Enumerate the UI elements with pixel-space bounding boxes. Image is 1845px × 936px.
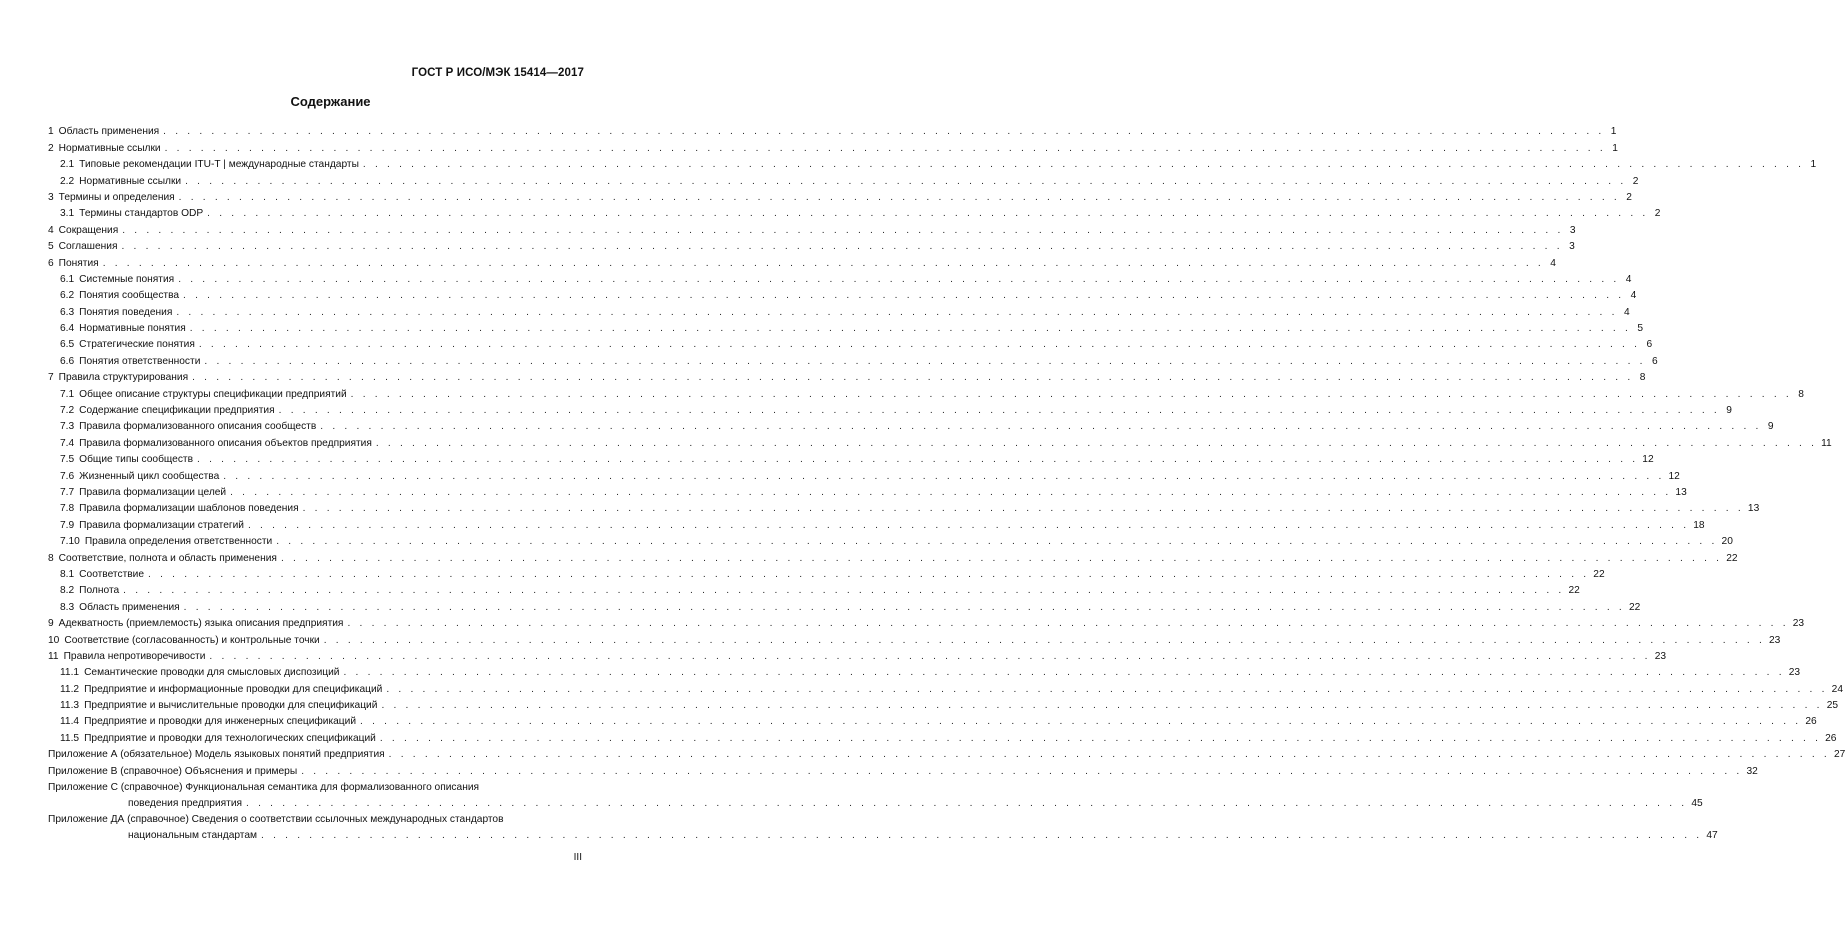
toc-entry-number: 7.1 <box>60 388 75 400</box>
toc-entry-title: Содержание спецификации предприятия <box>79 405 275 417</box>
toc-entry[interactable] <box>48 368 1646 384</box>
toc-entry-page: 27 <box>1833 749 1845 761</box>
dot-leader: . . . . . . . . . . . . . . . . . . . . . . . . . . . . . . . . . . . . . . . . . . . . . . . . . . . . . . . . . . . . . . . . . . . . . . . . . . . . . . . . . . . . . . . . . . . . . . . . . . . . . . . . . . . . . . . . . . . . . . . . <box>276 536 1718 548</box>
toc-entry-title: Предприятие и проводки для технологических спецификаций <box>84 732 376 744</box>
toc-entry-page: 13 <box>1747 503 1760 515</box>
toc-entry[interactable] <box>48 401 1732 417</box>
dot-leader: . . . . . . . . . . . . . . . . . . . . . . . . . . . . . . . . . . . . . . . . . . . . . . . . . . . . . . . . . . . . . . . . . . . . . . . . . . . . . . . . . . . . . . . . . . . . . . . . . . . . . . . . . . . . . . . . . . . . . . . . <box>301 765 1743 777</box>
toc-entry[interactable] <box>48 237 1575 253</box>
toc-entry-number: 7.9 <box>60 519 75 531</box>
dot-leader: . . . . . . . . . . . . . . . . . . . . . . . . . . . . . . . . . . . . . . . . . . . . . . . . . . . . . . . . . . . . . . . . . . . . . . . . . . . . . . . . . . . . . . . . . . . . . . . . . . . . . . . . . . . . . . . . . . . . . . . . <box>280 552 1723 564</box>
toc-entry-page: 4 <box>1630 290 1637 302</box>
toc-entry-number: 6.3 <box>60 306 75 318</box>
toc-entry[interactable] <box>48 270 1632 286</box>
toc-entry-title: Область применения <box>79 601 180 613</box>
toc-entry-title: Правила формализации стратегий <box>79 519 244 531</box>
toc-entry-page: 22 <box>1593 568 1605 580</box>
toc-entry-page: 26 <box>1825 732 1837 744</box>
toc-entry-title: Предприятие и вычислительные проводки для спецификаций <box>84 700 378 712</box>
toc-entry-number: 3 <box>48 191 54 203</box>
dot-leader: . . . . . . . . . . . . . . . . . . . . . . . . . . . . . . . . . . . . . . . . . . . . . . . . . . . . . . . . . . . . . . . . . . . . . . . . . . . . . . . . . . . . . . . . . . . . . . . . . . . . . . . . . . . . . . . . . . . . . . . . <box>204 355 1646 367</box>
toc-entry-title: Термины стандартов ODP <box>79 208 204 220</box>
toc-entry-page: 18 <box>1693 519 1705 531</box>
toc-entry-number: 11.1 <box>60 667 80 679</box>
toc-entry-page: 1 <box>1610 126 1617 138</box>
dot-leader: . . . . . . . . . . . . . . . . . . . . . . . . . . . . . . . . . . . . . . . . . . . . . . . . . . . . . . . . . . . . . . . . . . . . . . . . . . . . . . . . . . . . . . . . . . . . . . . . . . . . . . . . . . . . . . . . . . . . . . . . <box>178 273 1620 285</box>
toc-entry[interactable] <box>48 532 1733 548</box>
dot-leader: . . . . . . . . . . . . . . . . . . . . . . . . . . . . . . . . . . . . . . . . . . . . . . . . . . . . . . . . . . . . . . . . . . . . . . . . . . . . . . . . . . . . . . . . . . . . . . . . . . . . . . . . . . . . . . . . . . . . . . . . <box>102 257 1544 269</box>
toc-entry-title: Стратегические понятия <box>79 339 195 351</box>
toc-entry[interactable] <box>48 138 1618 154</box>
toc-entry-number: 8 <box>48 552 54 564</box>
toc-entry-number: 7.2 <box>60 405 75 417</box>
toc-entry-number: 6.6 <box>60 355 75 367</box>
toc-entry-page: 23 <box>1769 634 1781 646</box>
toc-entry-number: 11 <box>48 650 59 662</box>
toc-entry-title: Правила формализованного описания объектов предприятия <box>79 437 372 449</box>
toc-annex-title-line1: Приложение ДА (справочное) Сведения о соответствии ссылочных международных стандартов <box>48 814 504 826</box>
toc-entry-page: 12 <box>1668 470 1680 482</box>
toc-entry-title: Нормативные ссылки <box>58 142 161 154</box>
toc-entry[interactable] <box>48 581 1580 597</box>
dot-leader: . . . . . . . . . . . . . . . . . . . . . . . . . . . . . . . . . . . . . . . . . . . . . . . . . . . . . . . . . . . . . . . . . . . . . . . . . . . . . . . . . . . . . . . . . . . . . . . . . . . . . . . . . . . . . . . . . . . . . . . . <box>123 585 1565 597</box>
toc-entry-page: 9 <box>1726 405 1732 417</box>
toc-entry[interactable] <box>48 171 1639 187</box>
toc-entry-number: 7.7 <box>60 486 75 498</box>
toc-entry-page: 8 <box>1798 388 1804 400</box>
dot-leader: . . . . . . . . . . . . . . . . . . . . . . . . . . . . . . . . . . . . . . . . . . . . . . . . . . . . . . . . . . . . . . . . . . . . . . . . . . . . . . . . . . . . . . . . . . . . . . . . . . . . . . . . . . . . . . . . . . . . . . . . <box>148 568 1590 580</box>
toc-entry-number: 7.5 <box>60 454 75 466</box>
toc-entry[interactable] <box>48 220 1576 236</box>
dot-leader: . . . . . . . . . . . . . . . . . . . . . . . . . . . . . . . . . . . . . . . . . . . . . . . . . . . . . . . . . . . . . . . . . . . . . . . . . . . . . . . . . . . . . . . . . . . . . . . . . . . . . . . . . . . . . . . . . . . . . . . . <box>178 191 1620 203</box>
toc-entry[interactable] <box>48 712 1817 728</box>
toc-entry[interactable] <box>48 351 1658 367</box>
toc-entry[interactable] <box>48 417 1774 433</box>
toc-entry[interactable] <box>48 647 1667 663</box>
dot-leader: . . . . . . . . . . . . . . . . . . . . . . . . . . . . . . . . . . . . . . . . . . . . . . . . . . . . . . . . . . . . . . . . . . . . . . . . . . . . . . . . . . . . . . . . . . . . . . . . . . . . . . . . . . . . . . . . . . . . . . . . <box>192 372 1634 384</box>
toc-entry-title: Адекватность (приемлемость) языка описания предприятия <box>58 618 344 630</box>
toc-entry[interactable] <box>48 515 1705 531</box>
toc-entry[interactable] <box>48 745 1845 761</box>
dot-leader: . . . . . . . . . . . . . . . . . . . . . . . . . . . . . . . . . . . . . . . . . . . . . . . . . . . . . . . . . . . . . . . . . . . . . . . . . . . . . . . . . . . . . . . . . . . . . . . . . . . . . . . . . . . . . . . . . . . . . . . . <box>230 486 1672 498</box>
dot-leader: . . . . . . . . . . . . . . . . . . . . . . . . . . . . . . . . . . . . . . . . . . . . . . . . . . . . . . . . . . . . . . . . . . . . . . . . . . . . . . . . . . . . . . . . . . . . . . . . . . . . . . . . . . . . . . . . . . . . . . . . <box>122 224 1564 236</box>
toc-entry-title: Правила формализованного описания сообществ <box>79 421 317 433</box>
toc-entry-page: 23 <box>1654 650 1667 662</box>
toc-entry-title: Соответствие <box>79 568 145 580</box>
toc-entry-page: 25 <box>1826 700 1839 712</box>
page-number: III <box>573 852 582 863</box>
toc-entry-page: 2 <box>1626 191 1632 203</box>
toc-entry-title: Правила непротиворечивости <box>63 650 206 662</box>
toc-entry-title: Жизненный цикл сообщества <box>79 470 220 482</box>
toc-entry[interactable] <box>48 499 1760 515</box>
toc-annex-page: 45 <box>1691 798 1703 810</box>
toc-entry[interactable] <box>48 614 1805 630</box>
toc-entry[interactable] <box>48 433 1832 449</box>
toc-entry[interactable] <box>48 483 1687 499</box>
toc-entry-title: Семантические проводки для смысловых диспозиций <box>84 667 340 679</box>
toc-entry-number: 6 <box>48 257 54 269</box>
toc-entry-page: 2 <box>1632 175 1639 187</box>
toc-entry-number: 6.2 <box>60 290 75 302</box>
toc-annex-title-line2: поведения предприятия <box>128 798 243 810</box>
toc-entry-number: 9 <box>48 618 54 630</box>
toc-entry-number: 4 <box>48 224 54 236</box>
toc-entry-title: Термины и определения <box>58 191 175 203</box>
toc-annex-page: 47 <box>1706 830 1718 842</box>
dot-leader: . . . . . . . . . . . . . . . . . . . . . . . . . . . . . . . . . . . . . . . . . . . . . . . . . . . . . . . . . . . . . . . . . . . . . . . . . . . . . . . . . . . . . . . . . . . . . . . . . . . . . . . . . . . . . . . . . . . . . . . . <box>302 503 1744 515</box>
toc-entry-page: 4 <box>1550 257 1556 269</box>
toc-entry-page: 22 <box>1726 552 1738 564</box>
dot-leader: . . . . . . . . . . . . . . . . . . . . . . . . . . . . . . . . . . . . . . . . . . . . . . . . . . . . . . . . . . . . . . . . . . . . . . . . . . . . . . . . . . . . . . . . . . . . . . . . . . . . . . . . . . . . . . . . . . . . . . . . <box>360 716 1802 728</box>
toc-entry[interactable] <box>48 630 1781 646</box>
toc-entry-number: 7.6 <box>60 470 75 482</box>
dot-leader: . . . . . . . . . . . . . . . . . . . . . . . . . . . . . . . . . . . . . . . . . . . . . . . . . . . . . . . . . . . . . . . . . . . . . . . . . . . . . . . . . . . . . . . . . . . . . . . . . . . . . . . . . . . . . . . . . . . . . . . . <box>347 618 1789 630</box>
toc-entry-page: 26 <box>1805 716 1817 728</box>
dot-leader: . . . . . . . . . . . . . . . . . . . . . . . . . . . . . . . . . . . . . . . . . . . . . . . . . . . . . . . . . . . . . . . . . . . . . . . . . . . . . . . . . . . . . . . . . . . . . . . . . . . . . . . . . . . . . . . . . . . . . . . . <box>379 732 1822 744</box>
toc-entry[interactable] <box>48 728 1837 744</box>
toc-entry[interactable] <box>48 253 1556 269</box>
dot-leader: . . . . . . . . . . . . . . . . . . . . . . . . . . . . . . . . . . . . . . . . . . . . . . . . . . . . . . . . . . . . . . . . . . . . . . . . . . . . . . . . . . . . . . . . . . . . . . . . . . . . . . . . . . . . . . . . . . . . . . . . <box>207 208 1649 220</box>
toc-entry-number: 7.10 <box>60 536 80 548</box>
toc-entry-page: 3 <box>1569 241 1575 253</box>
dot-leader: . . . . . . . . . . . . . . . . . . . . . . . . . . . . . . . . . . . . . . . . . . . . . . . . . . . . . . . . . . . . . . . . . . . . . . . . . . . . . . . . . . . . . . . . . . . . . . . . . . . . . . . . . . . . . . . . . . . . . . . . <box>163 126 1605 138</box>
toc-entry-number: 11.2 <box>60 683 80 695</box>
dot-leader: . . . . . . . . . . . . . . . . . . . . . . . . . . . . . . . . . . . . . . . . . . . . . . . . . . . . . . . . . . . . . . . . . . . . . . . . . . . . . . . . . . . . . . . . . . . . . . . . . . . . . . . . . . . . . . . . . . . . . . . . <box>362 159 1805 171</box>
toc-entry[interactable] <box>48 548 1738 564</box>
toc-entry-title: Правила структурирования <box>58 372 189 384</box>
toc-entry[interactable] <box>48 122 1617 138</box>
toc-entry-number: 6.1 <box>60 273 75 285</box>
toc-entry-page: 32 <box>1746 765 1758 777</box>
toc-entry-title: Типовые рекомендации ITU-T | международные стандарты <box>79 159 359 171</box>
toc-entry-number: 11.5 <box>60 732 80 744</box>
dot-leader: . . . . . . . . . . . . . . . . . . . . . . . . . . . . . . . . . . . . . . . . . . . . . . . . . . . . . . . . . . . . . . . . . . . . . . . . . . . . . . . . . . . . . . . . . . . . . . . . . . . . . . . . . . . . . . . . . . . . . . . . <box>386 683 1828 695</box>
toc-entry-page: 24 <box>1831 683 1843 695</box>
dot-leader: . . . . . . . . . . . . . . . . . . . . . . . . . . . . . . . . . . . . . . . . . . . . . . . . . . . . . . . . . . . . . . . . . . . . . . . . . . . . . . . . . . . . . . . . . . . . . . . . . . . . . . . . . . . . . . . . . . . . . . . . <box>209 650 1651 662</box>
toc-entry[interactable] <box>48 466 1680 482</box>
toc-entry-number: 2.2 <box>60 175 75 187</box>
toc-entry-title: Понятия поведения <box>79 306 173 318</box>
toc-entry-title: Системные понятия <box>79 273 175 285</box>
toc-entry-number: 8.2 <box>60 585 75 597</box>
toc-entry-title: Понятия <box>58 257 99 269</box>
toc-entry-number: 7.4 <box>60 437 75 449</box>
toc-entry[interactable] <box>48 679 1843 695</box>
toc-entry-number: 2.1 <box>60 159 75 171</box>
document-code: ГОСТ Р ИСО/МЭК 15414—2017 <box>411 67 584 79</box>
dot-leader: . . . . . . . . . . . . . . . . . . . . . . . . . . . . . . . . . . . . . . . . . . . . . . . . . . . . . . . . . . . . . . . . . . . . . . . . . . . . . . . . . . . . . . . . . . . . . . . . . . . . . . . . . . . . . . . . . . . . . . . . <box>183 601 1625 613</box>
dot-leader: . . . . . . . . . . . . . . . . . . . . . . . . . . . . . . . . . . . . . . . . . . . . . . . . . . . . . . . . . . . . . . . . . . . . . . . . . . . . . . . . . . . . . . . . . . . . . . . . . . . . . . . . . . . . . . . . . . . . . . . . <box>278 405 1720 417</box>
dot-leader: . . . . . . . . . . . . . . . . . . . . . . . . . . . . . . . . . . . . . . . . . . . . . . . . . . . . . . . . . . . . . . . . . . . . . . . . . . . . . . . . . . . . . . . . . . . . . . . . . . . . . . . . . . . . . . . . . . . . . . . . <box>189 323 1631 335</box>
toc-entry-title: Приложение А (обязательное) Модель языковых понятий предприятия <box>48 749 385 761</box>
toc-entry-page: 13 <box>1675 486 1687 498</box>
toc-entry-number: 1 <box>48 126 54 138</box>
toc-entry[interactable] <box>48 204 1661 220</box>
toc-entry-title: Общие типы сообществ <box>79 454 194 466</box>
toc-entry[interactable] <box>48 696 1839 712</box>
toc-entry-page: 22 <box>1568 585 1580 597</box>
dot-leader: . . . . . . . . . . . . . . . . . . . . . . . . . . . . . . . . . . . . . . . . . . . . . . . . . . . . . . . . . . . . . . . . . . . . . . . . . . . . . . . . . . . . . . . . . . . . . . . . . . . . . . . . . . . . . . . . . . . . . . . . <box>350 388 1792 400</box>
table-of-contents <box>48 122 1845 842</box>
dot-leader: . . . . . . . . . . . . . . . . . . . . . . . . . . . . . . . . . . . . . . . . . . . . . . . . . . . . . . . . . . . . . . . . . . . . . . . . . . . . . . . . . . . . . . . . . . . . . . . . . . . . . . . . . . . . . . . . . . . . . . . . <box>343 667 1785 679</box>
toc-entry-number: 7.8 <box>60 503 75 515</box>
toc-entry[interactable] <box>48 450 1654 466</box>
toc-entry-page: 9 <box>1767 421 1774 433</box>
toc-entry-page: 22 <box>1628 601 1641 613</box>
toc-entry-title: Приложение В (справочное) Объяснения и примеры <box>48 765 298 777</box>
toc-entry-page: 6 <box>1652 355 1658 367</box>
toc-entry-number: 7 <box>48 372 54 384</box>
toc-entry-number: 10 <box>48 634 60 646</box>
toc-entry-page: 23 <box>1792 618 1805 630</box>
toc-entry[interactable] <box>48 302 1630 318</box>
toc-entry-number: 5 <box>48 241 54 253</box>
toc-entry-title: Правила определения ответственности <box>84 536 273 548</box>
toc-entry-page: 1 <box>1810 159 1817 171</box>
toc-entry[interactable] <box>48 155 1817 171</box>
dot-leader: . . . . . . . . . . . . . . . . . . . . . . . . . . . . . . . . . . . . . . . . . . . . . . . . . . . . . . . . . . . . . . . . . . . . . . . . . . . . . . . . . . . . . . . . . . . . . . . . . . . . . . . . . . . . . . . . . . . . . . . . <box>381 700 1823 712</box>
toc-entry[interactable] <box>48 188 1632 204</box>
toc-entry-title: Соответствие, полнота и область применения <box>58 552 277 564</box>
dot-leader: . . . . . . . . . . . . . . . . . . . . . . . . . . . . . . . . . . . . . . . . . . . . . . . . . . . . . . . . . . . . . . . . . . . . . . . . . . . . . . . . . . . . . . . . . . . . . . . . . . . . . . . . . . . . . . . . . . . . . . . . <box>121 241 1563 253</box>
dot-leader: . . . . . . . . . . . . . . . . . . . . . . . . . . . . . . . . . . . . . . . . . . . . . . . . . . . . . . . . . . . . . . . . . . . . . . . . . . . . . . . . . . . . . . . . . . . . . . . . . . . . . . . . . . . . . . . . . . . . . . . . <box>164 142 1606 154</box>
toc-entry[interactable] <box>48 761 1758 777</box>
toc-entry[interactable] <box>48 663 1801 679</box>
toc-annex-entry[interactable] <box>48 810 1718 842</box>
dot-leader: . . . . . . . . . . . . . . . . . . . . . . . . . . . . . . . . . . . . . . . . . . . . . . . . . . . . . . . . . . . . . . . . . . . . . . . . . . . . . . . . . . . . . . . . . . . . . . . . . . . . . . . . . . . . . . . . . . . . . . . . <box>388 749 1830 761</box>
toc-entry-page: 11 <box>1821 437 1832 449</box>
toc-entry-title: Нормативные ссылки <box>79 175 182 187</box>
toc-entry-title: Предприятие и информационные проводки для спецификаций <box>84 683 383 695</box>
toc-entry-page: 2 <box>1654 208 1661 220</box>
toc-annex-entry[interactable] <box>48 778 1703 810</box>
toc-entry-number: 8.3 <box>60 601 75 613</box>
toc-entry[interactable] <box>48 319 1643 335</box>
toc-annex-title-line2: национальным стандартам <box>128 830 258 842</box>
toc-entry-title: Соглашения <box>58 241 118 253</box>
toc-entry[interactable] <box>48 286 1637 302</box>
toc-entry-page: 12 <box>1642 454 1654 466</box>
toc-entry[interactable] <box>48 565 1605 581</box>
toc-entry-title: Правила формализации целей <box>79 486 227 498</box>
toc-entry-page: 23 <box>1788 667 1801 679</box>
dot-leader: . . . . . . . . . . . . . . . . . . . . . . . . . . . . . . . . . . . . . . . . . . . . . . . . . . . . . . . . . . . . . . . . . . . . . . . . . . . . . . . . . . . . . . . . . . . . . . . . . . . . . . . . . . . . . . . . . . . . . . . . <box>197 454 1639 466</box>
dot-leader: . . . . . . . . . . . . . . . . . . . . . . . . . . . . . . . . . . . . . . . . . . . . . . . . . . . . . . . . . . . . . . . . . . . . . . . . . . . . . . . . . . . . . . . . . . . . . . . . . . . . . . . . . . . . . . . . . . . . . . . . <box>247 519 1690 531</box>
toc-entry-title: Понятия ответственности <box>79 355 201 367</box>
toc-entry-title: Правила формализации шаблонов поведения <box>79 503 299 515</box>
dot-leader: . . . . . . . . . . . . . . . . . . . . . . . . . . . . . . . . . . . . . . . . . . . . . . . . . . . . . . . . . . . . . . . . . . . . . . . . . . . . . . . . . . . . . . . . . . . . . . . . . . . . . . . . . . . . . . . . . . . . . . . . <box>198 339 1641 351</box>
toc-entry[interactable] <box>48 597 1641 613</box>
dot-leader: . . . . . . . . . . . . . . . . . . . . . . . . . . . . . . . . . . . . . . . . . . . . . . . . . . . . . . . . . . . . . . . . . . . . . . . . . . . . . . . . . . . . . . . . . . . . . . . . . . . . . . . . . . . . . . . . . . . . . . . . <box>223 470 1665 482</box>
toc-entry-page: 1 <box>1612 142 1618 154</box>
toc-entry-title: Общее описание структуры спецификации предприятий <box>79 388 347 400</box>
toc-entry-page: 8 <box>1639 372 1646 384</box>
toc-entry[interactable] <box>48 335 1653 351</box>
toc-entry-number: 6.4 <box>60 323 75 335</box>
toc-entry-title: Нормативные понятия <box>79 323 186 335</box>
dot-leader: . . . . . . . . . . . . . . . . . . . . . . . . . . . . . . . . . . . . . . . . . . . . . . . . . . . . . . . . . . . . . . . . . . . . . . . . . . . . . . . . . . . . . . . . . . . . . . . . . . . . . . . . . . . . . . . . . . . . . . . . <box>246 798 1688 810</box>
dot-leader: . . . . . . . . . . . . . . . . . . . . . . . . . . . . . . . . . . . . . . . . . . . . . . . . . . . . . . . . . . . . . . . . . . . . . . . . . . . . . . . . . . . . . . . . . . . . . . . . . . . . . . . . . . . . . . . . . . . . . . . . <box>323 634 1766 646</box>
toc-entry-page: 6 <box>1646 339 1653 351</box>
toc-entry-title: Соответствие (согласованность) и контрольные точки <box>64 634 320 646</box>
dot-leader: . . . . . . . . . . . . . . . . . . . . . . . . . . . . . . . . . . . . . . . . . . . . . . . . . . . . . . . . . . . . . . . . . . . . . . . . . . . . . . . . . . . . . . . . . . . . . . . . . . . . . . . . . . . . . . . . . . . . . . . . <box>375 437 1818 449</box>
toc-entry-number: 8.1 <box>60 568 75 580</box>
toc-entry-page: 20 <box>1721 536 1733 548</box>
toc-entry[interactable] <box>48 384 1804 400</box>
toc-entry-page: 4 <box>1623 306 1630 318</box>
toc-entry-title: Область применения <box>58 126 160 138</box>
dot-leader: . . . . . . . . . . . . . . . . . . . . . . . . . . . . . . . . . . . . . . . . . . . . . . . . . . . . . . . . . . . . . . . . . . . . . . . . . . . . . . . . . . . . . . . . . . . . . . . . . . . . . . . . . . . . . . . . . . . . . . . . <box>261 830 1703 842</box>
toc-entry-number: 11.3 <box>60 700 80 712</box>
toc-entry-number: 3.1 <box>60 208 75 220</box>
toc-entry-number: 6.5 <box>60 339 75 351</box>
toc-entry-page: 3 <box>1569 224 1576 236</box>
toc-entry-title: Понятия сообщества <box>79 290 180 302</box>
dot-leader: . . . . . . . . . . . . . . . . . . . . . . . . . . . . . . . . . . . . . . . . . . . . . . . . . . . . . . . . . . . . . . . . . . . . . . . . . . . . . . . . . . . . . . . . . . . . . . . . . . . . . . . . . . . . . . . . . . . . . . . . <box>176 306 1618 318</box>
dot-leader: . . . . . . . . . . . . . . . . . . . . . . . . . . . . . . . . . . . . . . . . . . . . . . . . . . . . . . . . . . . . . . . . . . . . . . . . . . . . . . . . . . . . . . . . . . . . . . . . . . . . . . . . . . . . . . . . . . . . . . . . <box>185 175 1627 187</box>
toc-entry-title: Сокращения <box>58 224 119 236</box>
toc-entry-page: 5 <box>1637 323 1643 335</box>
toc-entry-title: Полнота <box>79 585 120 597</box>
toc-entry-title: Предприятие и проводки для инженерных спецификаций <box>84 716 357 728</box>
dot-leader: . . . . . . . . . . . . . . . . . . . . . . . . . . . . . . . . . . . . . . . . . . . . . . . . . . . . . . . . . . . . . . . . . . . . . . . . . . . . . . . . . . . . . . . . . . . . . . . . . . . . . . . . . . . . . . . . . . . . . . . . <box>320 421 1762 433</box>
toc-entry-number: 7.3 <box>60 421 75 433</box>
toc-title: Содержание <box>290 94 371 109</box>
toc-entry-number: 11.4 <box>60 716 80 728</box>
dot-leader: . . . . . . . . . . . . . . . . . . . . . . . . . . . . . . . . . . . . . . . . . . . . . . . . . . . . . . . . . . . . . . . . . . . . . . . . . . . . . . . . . . . . . . . . . . . . . . . . . . . . . . . . . . . . . . . . . . . . . . . . <box>183 290 1625 302</box>
toc-entry-page: 4 <box>1625 273 1632 285</box>
toc-annex-title-line1: Приложение С (справочное) Функциональная семантика для формализованного описания <box>48 781 480 793</box>
toc-entry-number: 2 <box>48 142 54 154</box>
